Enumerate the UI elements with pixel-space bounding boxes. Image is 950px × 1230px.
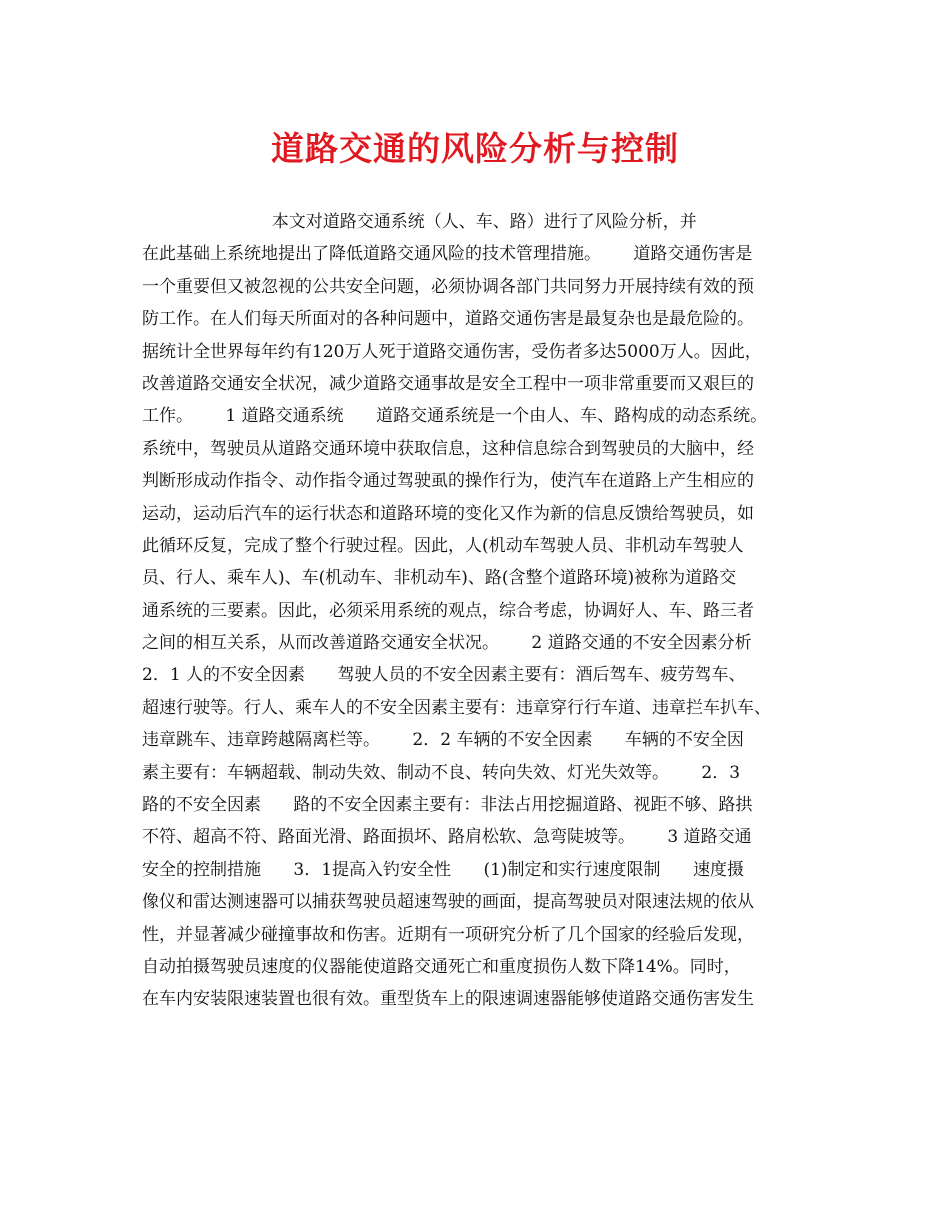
body-text-line: 违章跳车、违章跨越隔离栏等。 2．2 车辆的不安全因素 车辆的不安全因 [142,730,744,751]
document-title: 道路交通的风险分析与控制 [271,129,679,168]
body-text-line: 自动拍摄驾驶员速度的仪器能使道路交通死亡和重度损伤人数下降14%。同时， [142,956,741,977]
body-text-line: 此循环反复，完成了整个行驶过程。因此，人(机动车驾驶人员、非机动车驾驶人 [142,535,744,556]
body-text-line: 性，并显著减少碰撞事故和伤害。近期有一项研究分析了几个国家的经验后发现， [142,924,754,945]
body-text-line: 一个重要但又被忽视的公共安全问题，必须协调各部门共同努力开展持续有效的预 [142,276,754,297]
body-text-line: 工作。 1 道路交通系统 道路交通系统是一个由人、车、路构成的动态系统。 [142,406,768,427]
body-text-line: 改善道路交通安全状况，减少道路交通事故是安全工程中一项非常重要而又艰巨的 [142,373,754,394]
body-text-line: 像仪和雷达测速器可以捕获驾驶员超速驾驶的画面，提高驾驶员对限速法规的依从 [142,892,754,913]
body-text-line: 超速行驶等。行人、乘车人的不安全因素主要有：违章穿行行车道、违章拦车扒车、 [142,697,771,718]
body-text-line: 本文对道路交通系统（人、车、路）进行了风险分析，并 [142,212,697,232]
body-text-line: 通系统的三要素。因此，必须采用系统的观点，综合考虑，协调好人、车、路三者 [142,600,754,621]
document-body [142,206,832,1016]
body-text-line: 安全的控制措施 3．1提高入钓安全性 (1)制定和实行速度限制 速度摄 [142,859,744,880]
body-text-line: 路的不安全因素 路的不安全因素主要有：非法占用挖掘道路、视距不够、路拱 [142,795,753,816]
body-text-line: 运动，运动后汽车的运行状态和道路环境的变化又作为新的信息反馈给驾驶员，如 [142,503,754,524]
body-text-line: 在车内安装限速装置也很有效。重型货车上的限速调速器能够使道路交通伤害发生 [142,989,754,1010]
body-text-line: 系统中，驾驶员从道路交通环境中获取信息，这种信息综合到驾驶员的大脑中，经 [142,438,754,459]
body-text-line: 在此基础上系统地提出了降低道路交通风险的技术管理措施。 道路交通伤害是 [142,244,753,265]
body-text-line: 判断形成动作指令、动作指令通过驾驶虱的操作行为，使汽车在道路上产生相应的 [142,471,754,492]
body-text-line: 之间的相互关系，从而改善道路交通安全状况。 2 道路交通的不安全因素分析 [142,633,752,654]
body-text-line: 不符、超高不符、路面光滑、路面损坏、路肩松软、急弯陡坡等。 3 道路交通 [142,827,752,848]
body-text-line: 防工作。在人们每天所面对的各种问题中，道路交通伤害是最复杂也是最危险的。 [142,309,754,330]
body-text-line: 素主要有：车辆超载、制动失效、制动不良、转向失效、灯光失效等。 2．3 [142,762,741,783]
body-text-line: 2．1 人的不安全因素 驾驶人员的不安全因素主要有：酒后驾车、疲劳驾车、 [142,665,746,686]
body-text-line: 员、行人、乘车人)、车(机动车、非机动车)、路(含整个道路环境)被称为道路交 [142,568,737,589]
body-text-line: 据统计全世界每年约有120万人死于道路交通伤害，受伤者多达5000万人。因此， [142,341,762,362]
